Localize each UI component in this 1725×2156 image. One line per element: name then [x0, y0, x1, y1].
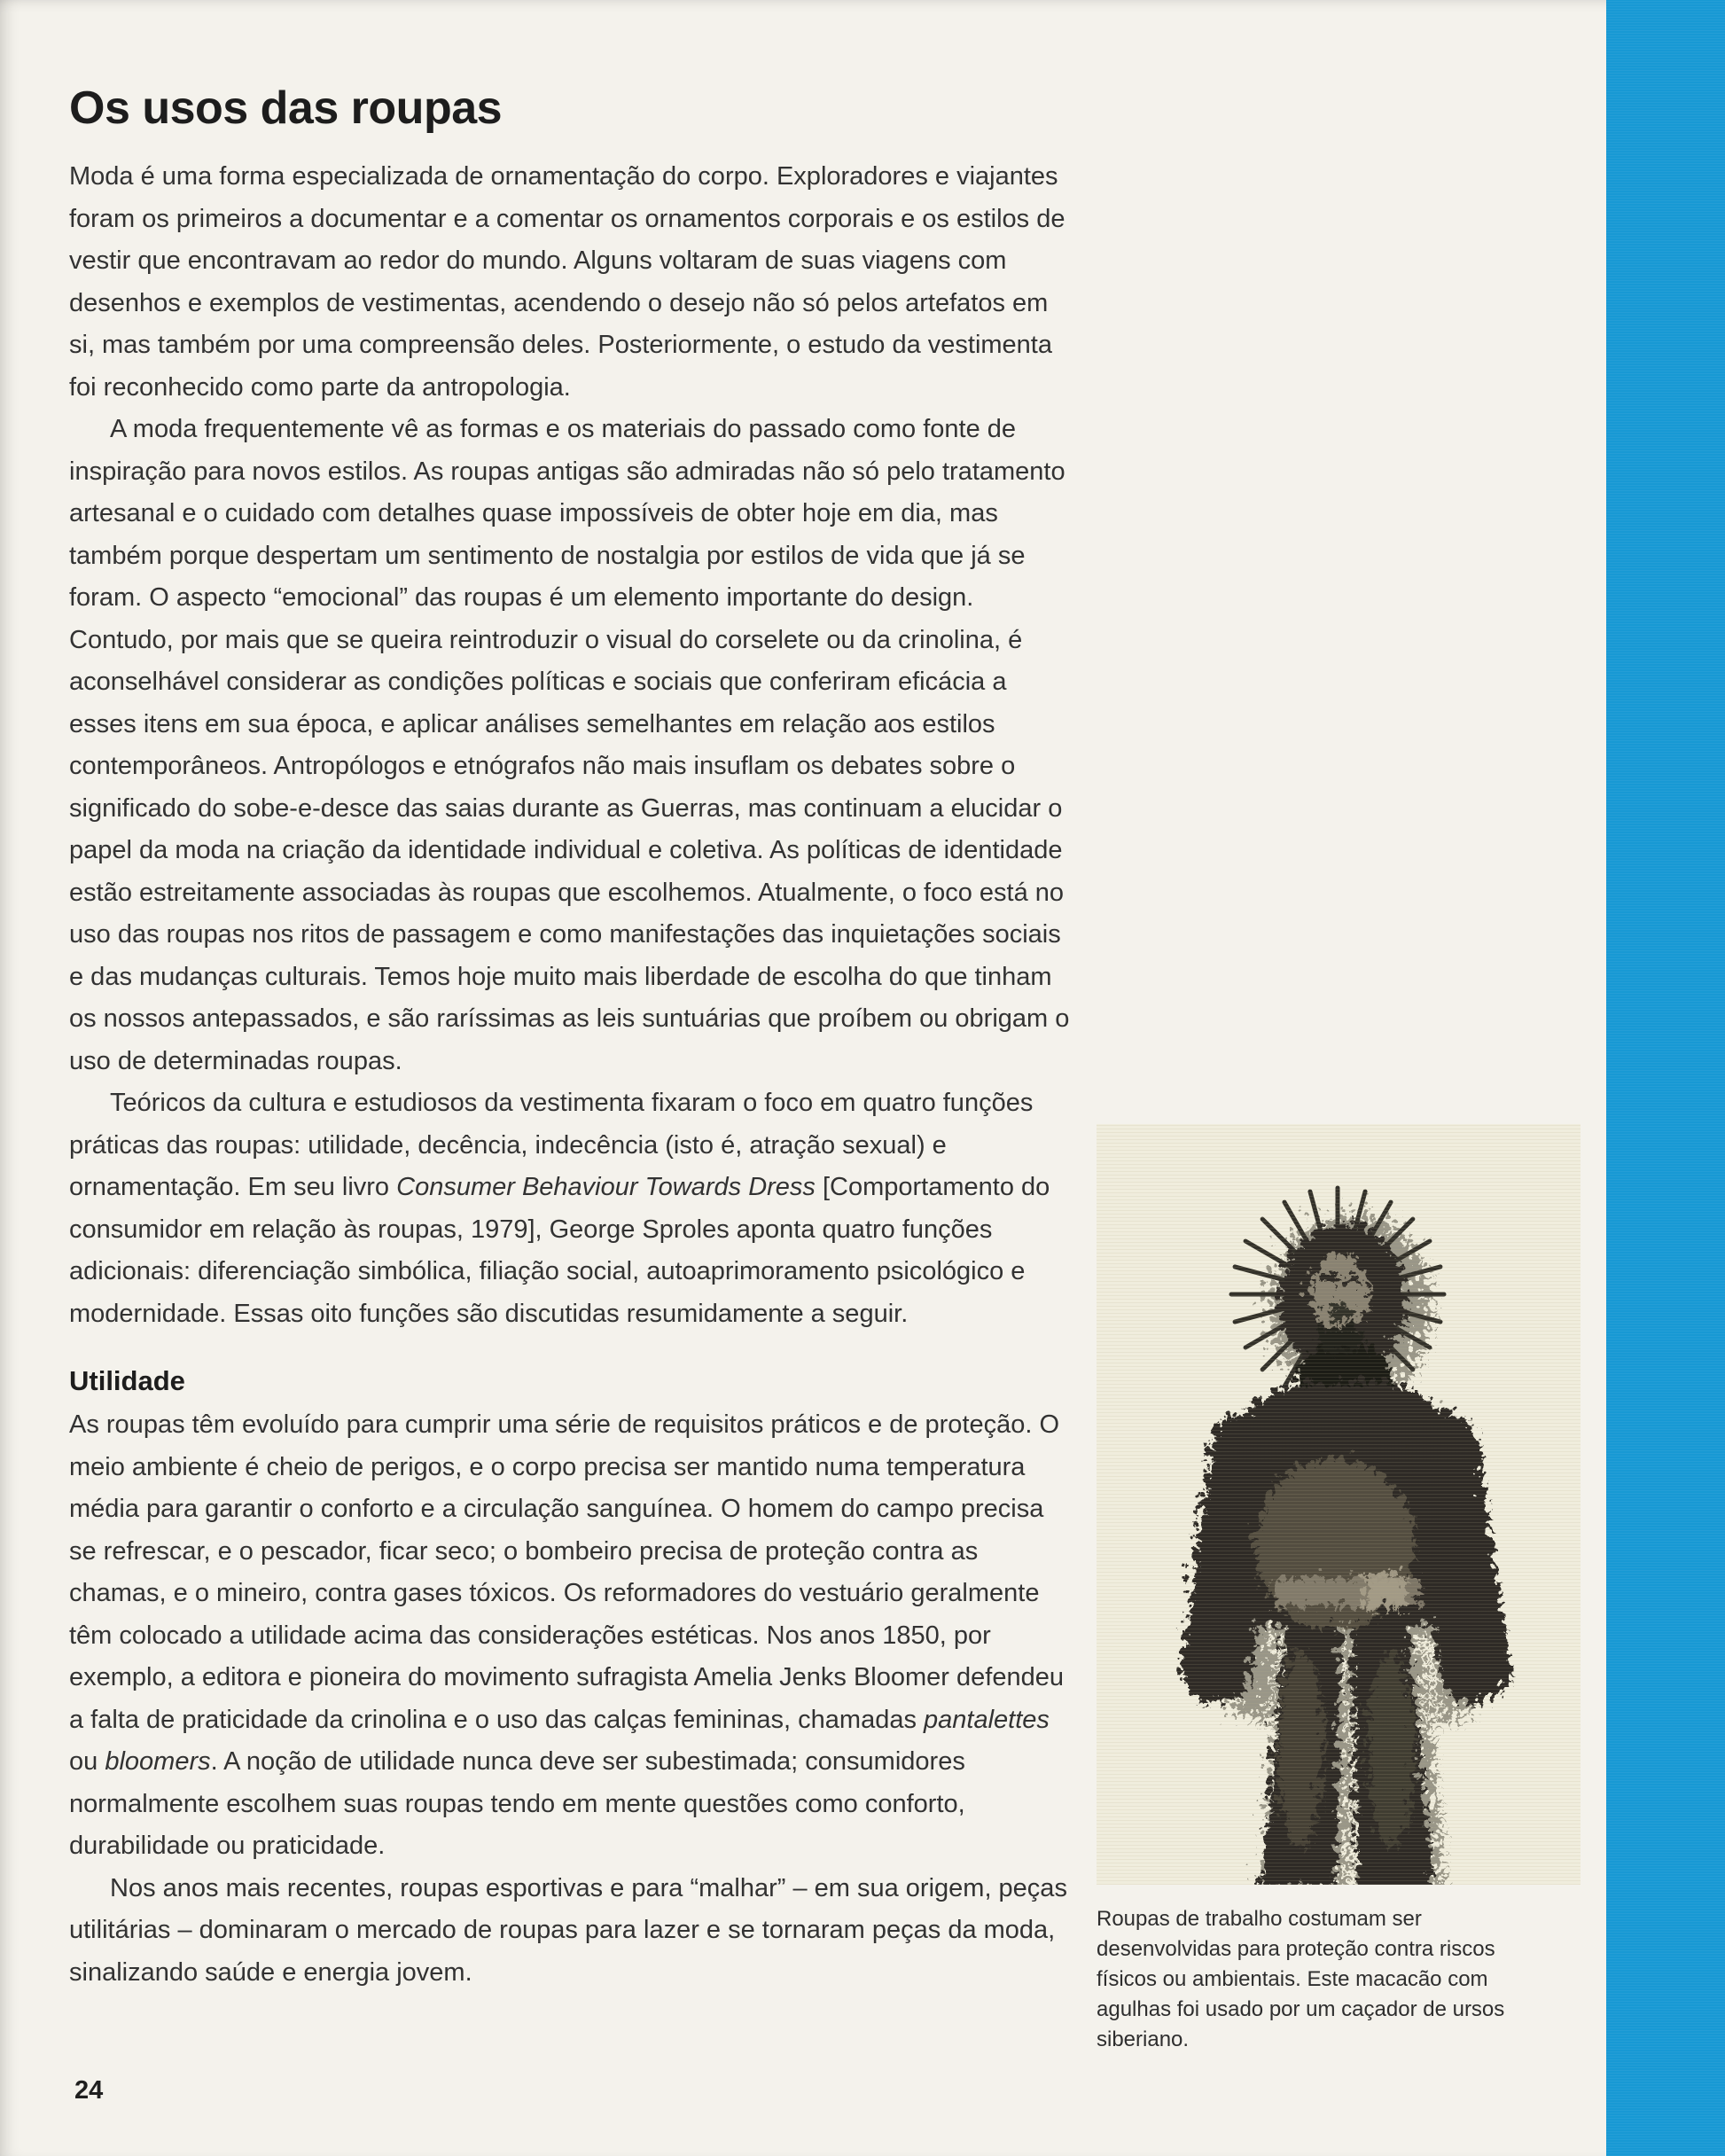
- spiked-suit-illustration: [1097, 1124, 1581, 1885]
- paragraph-intro: Moda é uma forma especializada de ornamentação do corpo. Exploradores e viajantes foram os primeiros a documentar e a comentar os ornamentos corporais e os estilos de vestir que encontravam ao redor do mundo. Alguns voltaram de suas viagens com desenhos e exemplos de vestimentas, acendendo o desejo não só pelos artefatos em si, mas também por uma compreensão deles. Posteriormente, o estudo da vestimenta foi reconhecido como parte da antropologia.: [69, 162, 1065, 402]
- paragraph-fashion-history: A moda frequentemente vê as formas e os materiais do passado como fonte de inspiração para novos estilos. As roupas antigas são admiradas não só pelo tratamento artesanal e o cuidado com detalhes quase impossíveis de obter hoje em dia, mas também porque despertam um sentimento de nostalgia por estilos de vida que já se foram. O aspecto “emocional” das roupas é um elemento importante do design. Contudo, por mais que se queira reintroduzir o visual do corselete ou da crinolina, é aconselhável considerar as condições políticas e sociais que conferiram eficácia a esses itens em sua época, e aplicar análises semelhantes em relação aos estilos contemporâneos. Antropólogos e etnógrafos não mais insuflam os debates sobre o significado do sobe-e-desce das saias durante as Guerras, mas continuam a elucidar o papel da moda na criação da identidade individual e coletiva. As políticas de identidade estão estreitamente associadas às roupas que escolhemos. Atualmente, o foco está no uso das roupas nos ritos de passagem e como manifestações das inquietações sociais e das mudanças culturais. Temos hoje muito mais liberdade de escolha do que tinham os nossos antepassados, e são raríssimas as leis suntuárias que proíbem ou obrigam o uso de determinadas roupas.: [69, 415, 1070, 1075]
- paragraph-utility-text-2: ou: [69, 1747, 105, 1776]
- term-bloomers-italic: bloomers: [105, 1747, 211, 1776]
- paragraph-theorists-text-2: [Comportamento do consumidor em relação às roupas, 1979], George Sproles aponta quatro funções adicionais: diferenciação simbólica, filiação social, autoaprimoramento psicológico e modernidade. Essas oito funções são discutidas resumidamente a seguir.: [69, 1173, 1050, 1328]
- paragraph-sportswear: Nos anos mais recentes, roupas esportivas e para “malhar” – em sua origem, peças utilitárias – dominaram o mercado de roupas para lazer e se tornaram peças da moda, sinalizando saúde e energia jovem.: [69, 1873, 1067, 1987]
- page-title: Os usos das roupas: [69, 82, 503, 134]
- paragraph-utility-text-1: As roupas têm evoluído para cumprir uma série de requisitos práticos e de proteção. O meio ambiente é cheio de perigos, e o corpo precisa ser mantido numa temperatura média para garantir o conforto e a circulação sanguínea. O homem do campo precisa se refrescar, e o pescador, ficar seco; o bombeiro precisa de proteção contra as chamas, e o mineiro, contra gases tóxicos. Os reformadores do vestuário geralmente têm colocado a utilidade acima das considerações estéticas. Nos anos 1850, por exemplo, a editora e pioneira do movimento sufragista Amelia Jenks Bloomer defendeu a falta de praticidade da crinolina e o uso das calças femininas, chamadas: [69, 1410, 1064, 1734]
- figure-bear-hunter: [1097, 1124, 1581, 2055]
- page-edge-stripe: [1606, 0, 1725, 2156]
- bear-hunter-photo: [1097, 1124, 1581, 1885]
- section-heading-utilidade: Utilidade: [69, 1365, 185, 1396]
- paragraph-utility-text-3: . A noção de utilidade nunca deve ser subestimada; consumidores normalmente escolhem suas roupas tendo em mente questões como conforto, durabilidade ou praticidade.: [69, 1747, 965, 1860]
- term-pantalettes-italic: pantalettes: [924, 1705, 1050, 1734]
- paragraph-theorists: [69, 1082, 1078, 1335]
- paragraph-utility: [69, 1404, 1078, 1868]
- page-number: 24: [74, 2076, 104, 2105]
- paragraph-theorists-text-1: Teóricos da cultura e estudiosos da vestimenta fixaram o foco em quatro funções práticas das roupas: utilidade, decência, indecência (isto é, atração sexual) e ornamentação. Em seu livro: [69, 1089, 1034, 1201]
- photo-caption: Roupas de trabalho costumam ser desenvolvidas para proteção contra riscos físicos ou ambientais. Este macacão com agulhas foi usado por um caçador de ursos siberiano.: [1097, 1907, 1505, 2051]
- book-title-italic: Consumer Behaviour Towards Dress: [396, 1173, 816, 1201]
- article-column: [69, 82, 1078, 1994]
